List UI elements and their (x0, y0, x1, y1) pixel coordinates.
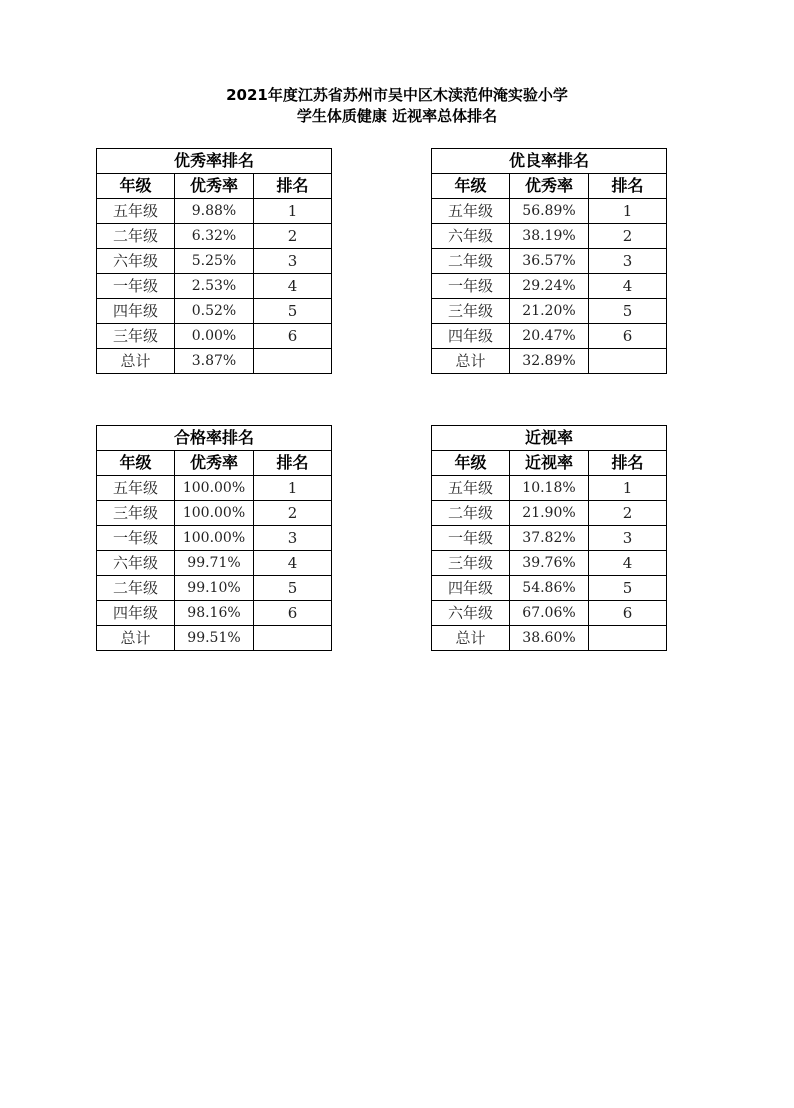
table-row (97, 274, 332, 299)
grade-cell: 二年级 (432, 249, 510, 274)
table-caption-row (432, 149, 667, 174)
table-total-row (97, 349, 332, 374)
rank-cell: 6 (589, 601, 667, 626)
table-row (97, 501, 332, 526)
rank-cell: 6 (254, 601, 332, 626)
rank-cell: 1 (589, 476, 667, 501)
table-caption: 合格率排名 (97, 426, 332, 451)
column-header: 优秀率 (175, 451, 254, 476)
column-header: 排名 (254, 174, 332, 199)
myopia-rate-table (431, 425, 667, 651)
table-caption: 近视率 (432, 426, 667, 451)
table-caption-row (97, 149, 332, 174)
rank-cell: 2 (254, 501, 332, 526)
total-label-cell: 总计 (97, 626, 175, 651)
table-header-row (432, 174, 667, 199)
table-row (432, 601, 667, 626)
table-caption: 优良率排名 (432, 149, 667, 174)
total-label-cell: 总计 (97, 349, 175, 374)
grade-cell: 五年级 (97, 476, 175, 501)
table-row (432, 526, 667, 551)
table-row (97, 551, 332, 576)
table-row (97, 476, 332, 501)
grade-cell: 六年级 (432, 601, 510, 626)
rank-cell: 3 (254, 526, 332, 551)
rank-cell: 2 (589, 224, 667, 249)
column-header: 年级 (97, 174, 175, 199)
table-row (97, 526, 332, 551)
rank-cell: 2 (589, 501, 667, 526)
rank-cell: 1 (589, 199, 667, 224)
page-subtitle: 学生体质健康 近视率总体排名 (296, 107, 498, 125)
grade-cell: 三年级 (432, 551, 510, 576)
rank-cell: 5 (589, 576, 667, 601)
table-row (432, 199, 667, 224)
grade-cell: 六年级 (97, 249, 175, 274)
rate-cell: 21.90% (510, 501, 589, 526)
total-rank-cell (589, 626, 667, 651)
grade-cell: 一年级 (432, 274, 510, 299)
rate-cell: 54.86% (510, 576, 589, 601)
page-title: 2021年度江苏省苏州市吴中区木渎范仲淹实验小学 (226, 86, 568, 104)
column-header: 排名 (254, 451, 332, 476)
table-caption-row (432, 426, 667, 451)
total-label-cell: 总计 (432, 349, 510, 374)
table-row (97, 299, 332, 324)
total-rate-cell: 32.89% (510, 349, 589, 374)
column-header: 年级 (432, 451, 510, 476)
rate-cell: 36.57% (510, 249, 589, 274)
rate-cell: 99.71% (175, 551, 254, 576)
rank-cell: 2 (254, 224, 332, 249)
grade-cell: 三年级 (97, 324, 175, 349)
grade-cell: 五年级 (432, 199, 510, 224)
rate-cell: 5.25% (175, 249, 254, 274)
grade-cell: 四年级 (432, 576, 510, 601)
rank-cell: 6 (254, 324, 332, 349)
total-rate-cell: 38.60% (510, 626, 589, 651)
rate-cell: 100.00% (175, 476, 254, 501)
grade-cell: 四年级 (432, 324, 510, 349)
grade-cell: 三年级 (97, 501, 175, 526)
table-row (432, 476, 667, 501)
table-total-row (432, 626, 667, 651)
rate-cell: 37.82% (510, 526, 589, 551)
rank-cell: 6 (589, 324, 667, 349)
rank-cell: 1 (254, 199, 332, 224)
grade-cell: 六年级 (97, 551, 175, 576)
table-row (97, 199, 332, 224)
rate-cell: 0.00% (175, 324, 254, 349)
grade-cell: 四年级 (97, 601, 175, 626)
total-rate-cell: 99.51% (175, 626, 254, 651)
table-row (432, 224, 667, 249)
table-row (432, 299, 667, 324)
rank-cell: 4 (589, 551, 667, 576)
rate-cell: 100.00% (175, 501, 254, 526)
rate-cell: 99.10% (175, 576, 254, 601)
table-header-row (97, 451, 332, 476)
rank-cell: 3 (589, 249, 667, 274)
table-row (432, 249, 667, 274)
rank-cell: 5 (589, 299, 667, 324)
rank-cell: 3 (254, 249, 332, 274)
total-rank-cell (254, 349, 332, 374)
table-header-row (97, 174, 332, 199)
excellent-rate-table (96, 148, 332, 374)
total-rank-cell (589, 349, 667, 374)
column-header: 排名 (589, 174, 667, 199)
table-caption: 优秀率排名 (97, 149, 332, 174)
column-header: 排名 (589, 451, 667, 476)
table-row (97, 601, 332, 626)
rank-cell: 3 (589, 526, 667, 551)
total-rate-cell: 3.87% (175, 349, 254, 374)
rate-cell: 29.24% (510, 274, 589, 299)
table-row (432, 274, 667, 299)
grade-cell: 二年级 (97, 224, 175, 249)
grade-cell: 五年级 (432, 476, 510, 501)
grade-cell: 一年级 (432, 526, 510, 551)
rank-cell: 1 (254, 476, 332, 501)
rank-cell: 4 (254, 274, 332, 299)
rank-cell: 5 (254, 299, 332, 324)
table-row (432, 501, 667, 526)
table-row (432, 551, 667, 576)
column-header: 优秀率 (175, 174, 254, 199)
grade-cell: 五年级 (97, 199, 175, 224)
table-row (97, 249, 332, 274)
table-total-row (97, 626, 332, 651)
rate-cell: 9.88% (175, 199, 254, 224)
rate-cell: 67.06% (510, 601, 589, 626)
table-total-row (432, 349, 667, 374)
rate-cell: 6.32% (175, 224, 254, 249)
column-header: 年级 (97, 451, 175, 476)
rate-cell: 39.76% (510, 551, 589, 576)
table-caption-row (97, 426, 332, 451)
rate-cell: 10.18% (510, 476, 589, 501)
rank-cell: 4 (589, 274, 667, 299)
grade-cell: 六年级 (432, 224, 510, 249)
table-row (97, 224, 332, 249)
grade-cell: 一年级 (97, 274, 175, 299)
table-row (97, 576, 332, 601)
rate-cell: 20.47% (510, 324, 589, 349)
column-header: 年级 (432, 174, 510, 199)
grade-cell: 二年级 (432, 501, 510, 526)
column-header: 优秀率 (510, 174, 589, 199)
rate-cell: 100.00% (175, 526, 254, 551)
total-rank-cell (254, 626, 332, 651)
total-label-cell: 总计 (432, 626, 510, 651)
table-header-row (432, 451, 667, 476)
rate-cell: 98.16% (175, 601, 254, 626)
rate-cell: 38.19% (510, 224, 589, 249)
table-row (432, 576, 667, 601)
table-row (97, 324, 332, 349)
rate-cell: 56.89% (510, 199, 589, 224)
grade-cell: 四年级 (97, 299, 175, 324)
grade-cell: 三年级 (432, 299, 510, 324)
rate-cell: 0.52% (175, 299, 254, 324)
rate-cell: 21.20% (510, 299, 589, 324)
rank-cell: 5 (254, 576, 332, 601)
column-header: 近视率 (510, 451, 589, 476)
table-row (432, 324, 667, 349)
rate-cell: 2.53% (175, 274, 254, 299)
grade-cell: 一年级 (97, 526, 175, 551)
pass-rate-table (96, 425, 332, 651)
good-rate-table (431, 148, 667, 374)
rank-cell: 4 (254, 551, 332, 576)
grade-cell: 二年级 (97, 576, 175, 601)
